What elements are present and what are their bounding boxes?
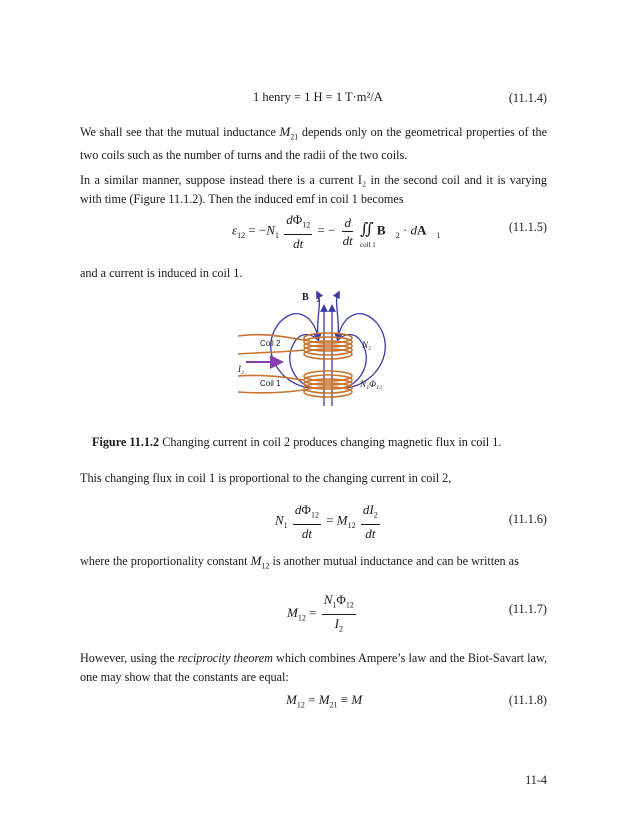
- paragraph-mutual-inductance: We shall see that the mutual inductance $M_{21}$ depends only on the geometrical properties of the two coils such as the number of turns and the radii of the two coils.: [80, 124, 547, 163]
- reciprocity-theorem-emphasis: reciprocity theorem: [177, 651, 273, 665]
- label-n1-phi12: N₁Φ₁₂: [360, 379, 383, 389]
- paragraph-similar-manner: In a similar manner, suppose instead there is a current I₂ in the second coil and it is varying with time (Figure 11.1.2). Then the induced emf in coil 1 becomes: [80, 173, 547, 206]
- equation-number: (11.1.6): [508, 512, 547, 526]
- equation-11-1-5: $\varepsilon_{12} = -N_1$ $\frac{d\Phi_{12}}{dt}$ = − $\frac{d}{dt}$ ∬ coil 1 $B⃗_2$ · $dA⃗_1$: [232, 212, 441, 251]
- equation-number: (11.1.7): [508, 602, 547, 616]
- label-n2: N₂: [362, 340, 372, 350]
- equation-number: (11.1.5): [508, 220, 547, 234]
- equation-text: 1 henry = 1 H = 1 T·m²/A: [253, 90, 383, 104]
- coil-2: [238, 333, 352, 359]
- paragraph-reciprocity: However, using the reciprocity theorem which combines Ampere’s law and the Biot-Savart law, one may show that the constants are equal:: [80, 651, 547, 684]
- figure-coils-diagram: [238, 288, 414, 412]
- equation-11-1-6: $N_1$ $\frac{d\Phi_{12}}{dt}$ = $M_{12}$ $\frac{dI_2}{dt}$: [275, 502, 378, 541]
- label-i2: I₂: [238, 364, 245, 374]
- page-number: 11-4: [525, 773, 547, 787]
- equation-11-1-8: $M_{12} = M_{21} \equiv M$: [286, 692, 363, 710]
- equation-number: (11.1.8): [508, 693, 547, 707]
- paragraph-current-induced: and a current is induced in coil 1.: [80, 266, 243, 280]
- label-b2: B⃗₂: [302, 292, 320, 303]
- paragraph-proportionality: where the proportionality constant $M_{12}$ is another mutual inductance and can be written as: [80, 553, 519, 571]
- label-coil-1: Coil 1: [260, 379, 281, 388]
- equation-11-1-7: $M_{12}$ = $\frac{N_1\Phi_{12}}{I_2}$: [287, 592, 354, 634]
- equation-11-1-4: [253, 90, 383, 105]
- paragraph-changing-flux: This changing flux in coil 1 is proportional to the changing current in coil 2,: [80, 471, 452, 485]
- equation-number: (11.1.4): [508, 91, 547, 105]
- label-coil-2: Coil 2: [260, 339, 281, 348]
- figure-caption: Figure 11.1.2 Changing current in coil 2 produces changing magnetic flux in coil 1.: [92, 435, 502, 449]
